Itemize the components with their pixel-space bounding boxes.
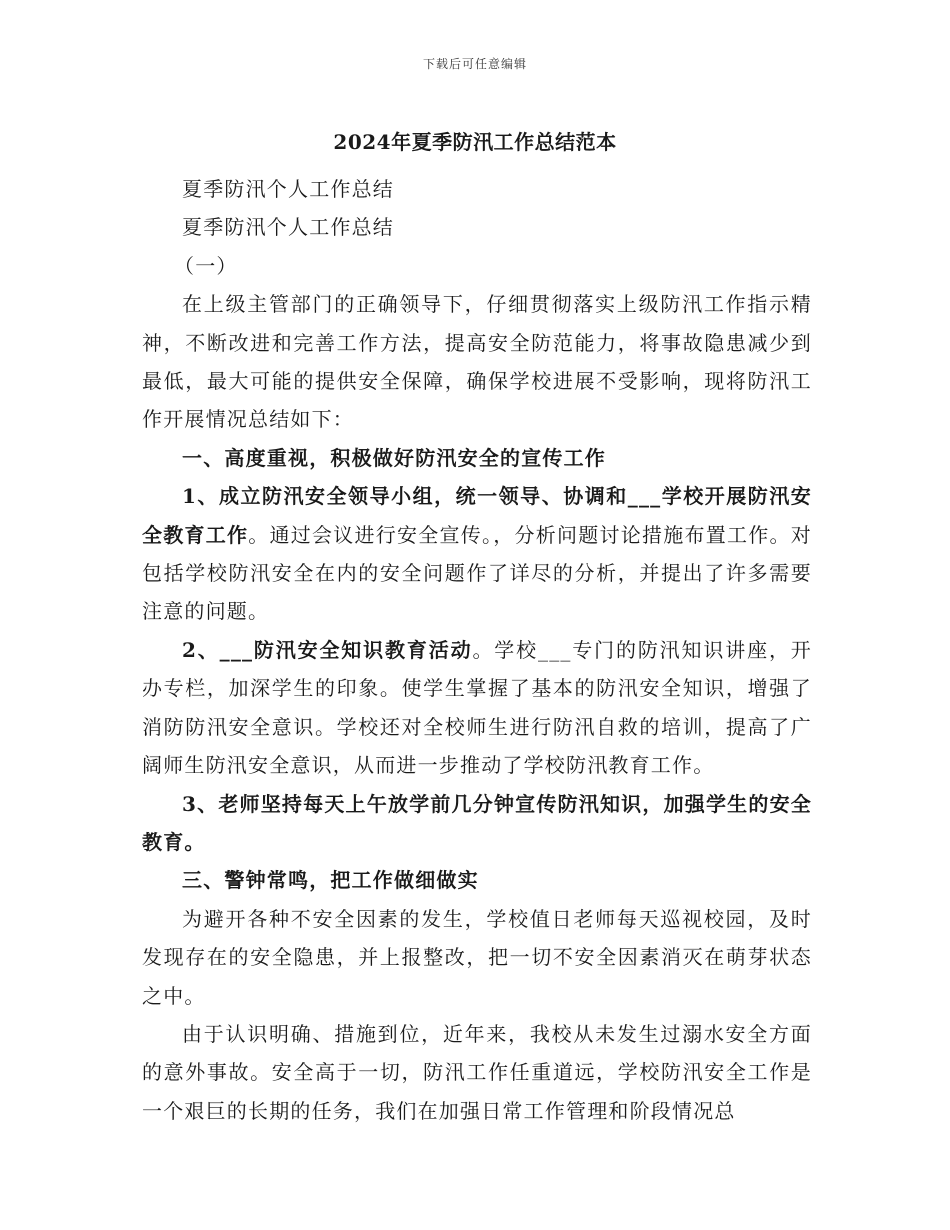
intro-paragraph: 在上级主管部门的正确领导下，仔细贯彻落实上级防汛工作指示精神，不断改进和完善工作方法，提高安全防范能力，将事故隐患减少到最低，最大可能的提供安全保障，确保学校进展不受影响，现将防汛工作开展情况总结如下： <box>142 292 812 432</box>
header-note: 下载后可任意编辑 <box>422 57 527 71</box>
item-3-paragraph: 3、老师坚持每天上午放学前几分钟宣传防汛知识，加强学生的安全教育。 <box>142 791 812 854</box>
item-2-bold: 2、___防汛安全知识教育活动 <box>182 637 473 662</box>
document-body <box>142 170 812 1130</box>
heading-1: 一、高度重视，积极做好防汛安全的宣传工作 <box>182 445 606 470</box>
item-2-rest: 。学校___专门的防汛知识讲座，开办专栏，加深学生的印象。使学生掌握了基本的防汛安全知识，增强了消防防汛安全意识。学校还对全校师生进行防汛自救的培训，提高了广阔师生防汛安全意识，从而进一步推动了学校防汛教育工作。 <box>142 637 813 778</box>
item-1-paragraph <box>142 477 812 631</box>
item-1-rest: 。通过会议进行安全宣传。，分析问题讨论措施布置工作。对包括学校防汛安全在内的安全问题作了详尽的分析，并提出了许多需要注意的问题。 <box>142 522 813 624</box>
document-title: 2024年夏季防汛工作总结范本 <box>333 130 617 154</box>
inspection-paragraph: 为避开各种不安全因素的发生，学校值日老师每天巡视校园，及时发现存在的安全隐患，并上报整改，把一切不安全因素消灭在萌芽状态之中。 <box>142 906 812 1008</box>
heading-3: 三、警钟常鸣，把工作做细做实 <box>182 868 479 893</box>
result-paragraph: 由于认识明确、措施到位，近年来，我校从未发生过溺水安全方面的意外事故。安全高于一切，防汛工作任重道远，学校防汛安全工作是一个艰巨的长期的任务，我们在加强日常工作管理和阶段情况总 <box>142 1021 812 1123</box>
subtitle-1: 夏季防汛个人工作总结 <box>182 177 394 201</box>
item-2-paragraph <box>142 631 812 785</box>
item-1-bold: 1、成立防汛安全领导小组，统一领导、协调和___学校开展防汛安全教育工作 <box>142 484 812 547</box>
section-marker: （一） <box>174 253 238 278</box>
subtitle-2: 夏季防汛个人工作总结 <box>182 215 394 240</box>
